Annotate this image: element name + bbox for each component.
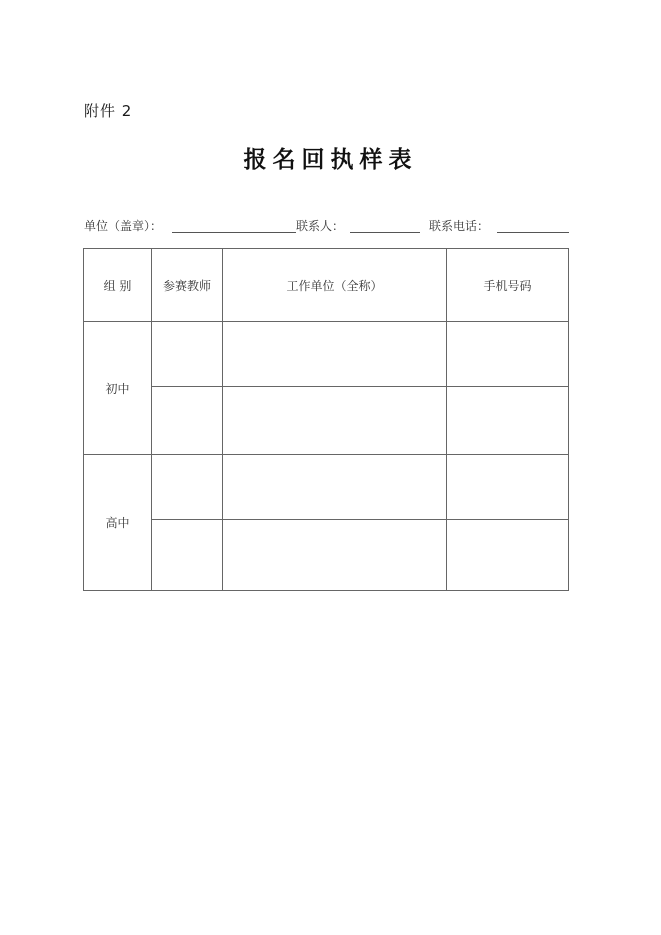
group-cell-junior: 初中 (84, 322, 152, 455)
table-row (84, 520, 569, 591)
unit-blank-field[interactable] (172, 232, 296, 233)
header-teacher: 参赛教师 (152, 249, 223, 322)
work-unit-cell[interactable] (223, 520, 447, 591)
form-title: 报名回执样表 (243, 146, 418, 173)
work-unit-cell[interactable] (223, 455, 447, 520)
unit-label: 单位（盖章）： (84, 219, 163, 233)
teacher-cell[interactable] (152, 322, 223, 387)
header-group: 组 别 (84, 249, 152, 322)
table-row (84, 322, 569, 387)
phone-cell[interactable] (447, 455, 569, 520)
group-cell-senior: 高中 (84, 455, 152, 591)
header-phone: 手机号码 (447, 249, 569, 322)
table-row (84, 387, 569, 455)
phone-label: 联系电话： (429, 219, 490, 233)
contact-label: 联系人： (296, 219, 345, 233)
teacher-cell[interactable] (152, 387, 223, 455)
phone-cell[interactable] (447, 520, 569, 591)
teacher-cell[interactable] (152, 520, 223, 591)
table-header-row (84, 249, 569, 322)
contact-blank-field[interactable] (350, 232, 420, 233)
registration-info-line (84, 217, 569, 237)
phone-cell[interactable] (447, 387, 569, 455)
phone-blank-field[interactable] (497, 232, 569, 233)
phone-cell[interactable] (447, 322, 569, 387)
header-work-unit: 工作单位（全称） (223, 249, 447, 322)
work-unit-cell[interactable] (223, 322, 447, 387)
table-row (84, 455, 569, 520)
registration-table (83, 248, 569, 591)
work-unit-cell[interactable] (223, 387, 447, 455)
attachment-label: 附件 2 (84, 102, 133, 120)
teacher-cell[interactable] (152, 455, 223, 520)
